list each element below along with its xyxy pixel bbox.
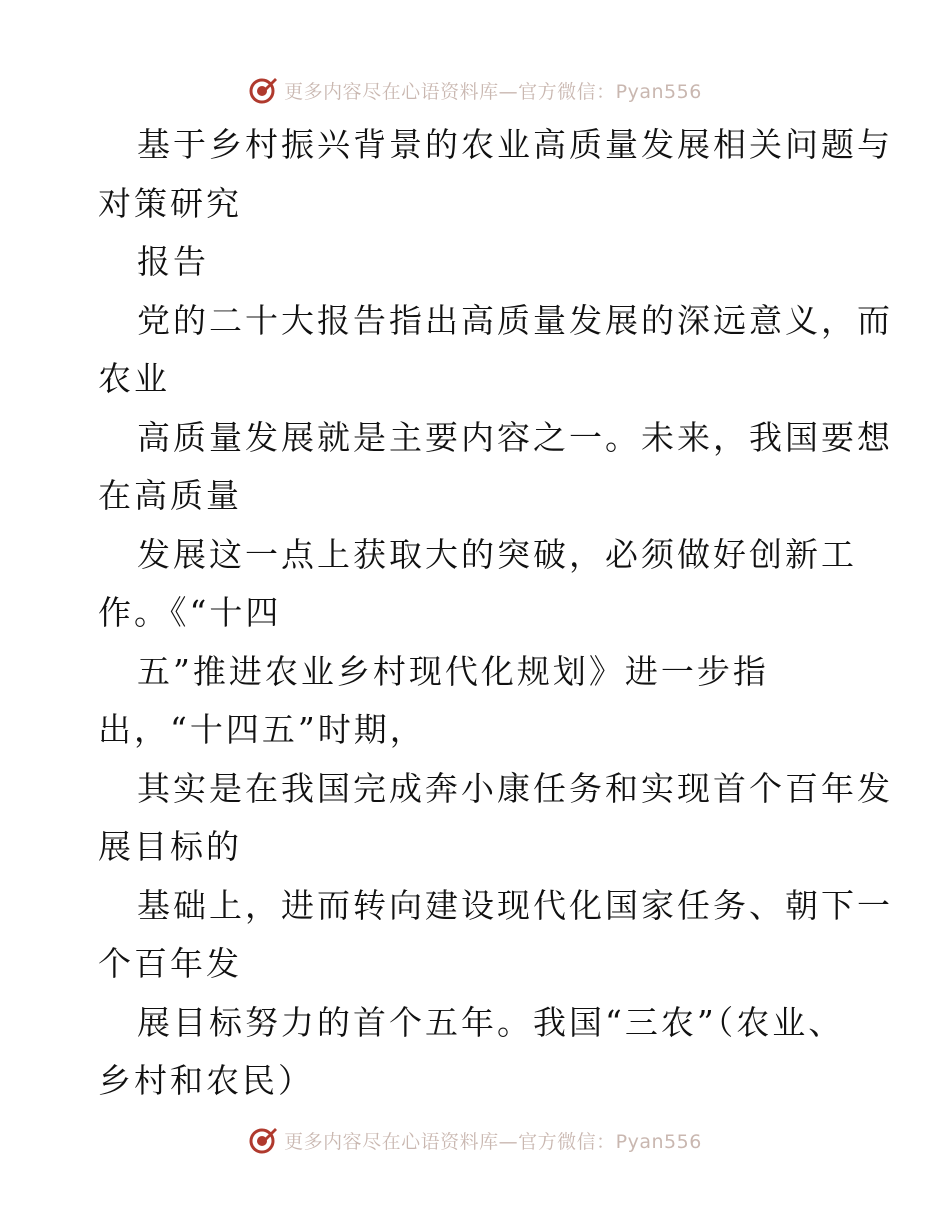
paragraph-report [0,233,950,292]
paragraph-2 [0,409,950,526]
document-body [0,116,950,1111]
text-line: 基于乡村振兴背景的农业高质量发展相关问题与 [137,125,893,164]
footer-text: 更多内容尽在心语资料库—官方微信：Pyan556 [284,1130,702,1153]
text-line: 乡村和农民） [98,1061,314,1100]
text-line: 农业 [98,359,170,398]
footer-banner [0,1120,950,1160]
paragraph-5 [0,760,950,877]
paragraph-1 [0,292,950,409]
text-line: 出，“十四五”时期， [98,710,426,749]
text-line: 基础上，进而转向建设现代化国家任务、朝下一 [137,885,893,925]
header-banner [0,70,950,110]
text-line: 报告 [137,242,209,281]
text-line: 发展这一点上获取大的突破，必须做好创新工 [137,534,857,574]
paragraph-4 [0,643,950,760]
text-line: 党的二十大报告指出高质量发展的深远意义，而 [137,300,893,340]
pen-logo-icon [248,1125,278,1155]
text-line: 个百年发 [98,944,242,983]
paragraph-3 [0,526,950,643]
text-line: 高质量发展就是主要内容之一。未来，我国要想 [137,417,893,457]
text-line: 对策研究 [98,183,242,223]
text-line: 在高质量 [98,476,242,515]
text-line: 五”推进农业乡村现代化规划》进一步指 [137,651,769,691]
paragraph-6 [0,877,950,994]
header-text: 更多内容尽在心语资料库—官方微信：Pyan556 [284,80,702,103]
paragraph-7 [0,994,950,1111]
text-line: 作。《“十四 [98,593,282,632]
pen-logo-icon [248,75,278,105]
text-line: 展目标努力的首个五年。我国“三农”（农业、 [137,1002,845,1042]
text-line: 展目标的 [98,827,242,866]
text-line: 其实是在我国完成奔小康任务和实现首个百年发 [137,768,893,808]
paragraph-title [0,116,950,233]
